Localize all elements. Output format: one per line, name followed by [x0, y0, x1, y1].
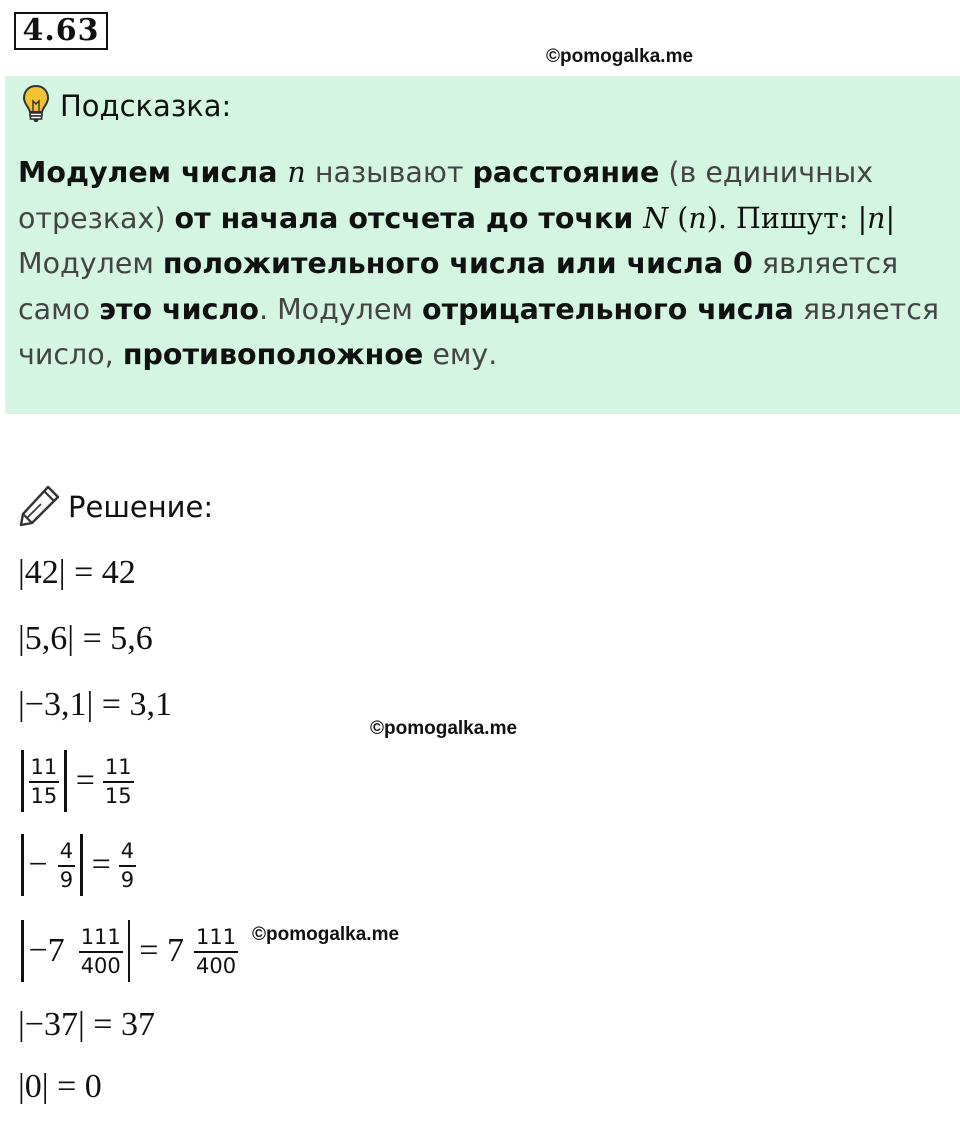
numerator: 11: [30, 754, 58, 779]
watermark-top: ©pomogalka.me: [546, 46, 694, 67]
numerator: 4: [59, 838, 74, 863]
hint-text-segment: расстояние: [472, 156, 660, 189]
math-var: N: [643, 201, 669, 235]
hint-text-segment: противоположное: [122, 338, 424, 371]
solution-line: |42| = 42: [18, 554, 136, 591]
solution-header: [18, 484, 213, 530]
minus-sign: −: [28, 846, 48, 883]
hint-text-segment: (в единичных отрезках): [18, 156, 874, 235]
hint-text-segment: это число: [99, 292, 259, 326]
watermark-middle: ©pomogalka.me: [370, 718, 518, 739]
hint-text-segment: . Модулем: [258, 292, 422, 326]
hint-text-segment: отрицательного числа: [421, 292, 794, 326]
watermark-bottom: ©pomogalka.me: [252, 924, 400, 945]
numerator: 11: [104, 754, 132, 779]
solution-title: Решение:: [68, 490, 214, 524]
numerator: 4: [120, 838, 135, 863]
hint-text-segment: называют: [305, 156, 473, 189]
hint-text-segment: ). Пишут:: [706, 201, 858, 235]
pencil-icon: [18, 483, 62, 532]
denominator: 15: [103, 781, 134, 808]
fraction: [119, 839, 136, 892]
fraction: [29, 755, 60, 808]
abs-bar: [21, 834, 24, 896]
hint-text-segment: положительного числа или числа 0: [162, 247, 753, 280]
abs-bar: [21, 750, 24, 812]
denominator: 400: [194, 951, 238, 978]
hint-text-segment: Модулем числа: [18, 156, 288, 189]
solution-line-fraction: [18, 748, 136, 814]
abs-bar: [21, 920, 24, 982]
hint-header: [22, 84, 231, 128]
equals-sign: =: [91, 846, 111, 883]
lightbulb-icon: [22, 84, 50, 129]
fraction: [194, 925, 238, 978]
hint-text-segment: является число,: [18, 292, 940, 371]
hint-text-segment: от начала отсчета до точки: [174, 201, 644, 235]
denominator: 9: [119, 865, 136, 892]
hint-text-segment: Модулем: [18, 247, 163, 280]
solution-line: |−37| = 37: [18, 1006, 155, 1043]
fraction: [103, 755, 134, 808]
hint-text-segment: (: [668, 201, 689, 235]
fraction: [79, 925, 123, 978]
hint-text-segment: ему.: [423, 338, 498, 371]
solution-line: |5,6| = 5,6: [18, 620, 153, 657]
abs-bar: [80, 834, 83, 896]
hint-text: [18, 150, 943, 378]
denominator: 15: [29, 781, 60, 808]
math-var: |n|: [857, 201, 896, 235]
denominator: 9: [58, 865, 75, 892]
equals-sign: = 7: [139, 932, 184, 969]
solution-line: |0| = 0: [18, 1068, 102, 1105]
denominator: 400: [79, 951, 123, 978]
fraction: [58, 839, 75, 892]
hint-text-segment: является само: [18, 247, 899, 326]
abs-bar: [128, 920, 131, 982]
abs-bar: [64, 750, 67, 812]
hint-title: Подсказка:: [60, 89, 232, 123]
numerator: 111: [195, 924, 237, 949]
math-var: n: [688, 201, 707, 235]
solution-line-fraction: [18, 918, 240, 984]
mixed-whole: −7: [28, 932, 65, 969]
equals-sign: =: [75, 762, 95, 799]
solution-line-fraction: [18, 832, 138, 898]
problem-number: 4.63: [14, 12, 108, 50]
numerator: 111: [80, 924, 121, 949]
math-var: n: [287, 156, 306, 189]
solution-line: |−3,1| = 3,1: [18, 686, 172, 723]
